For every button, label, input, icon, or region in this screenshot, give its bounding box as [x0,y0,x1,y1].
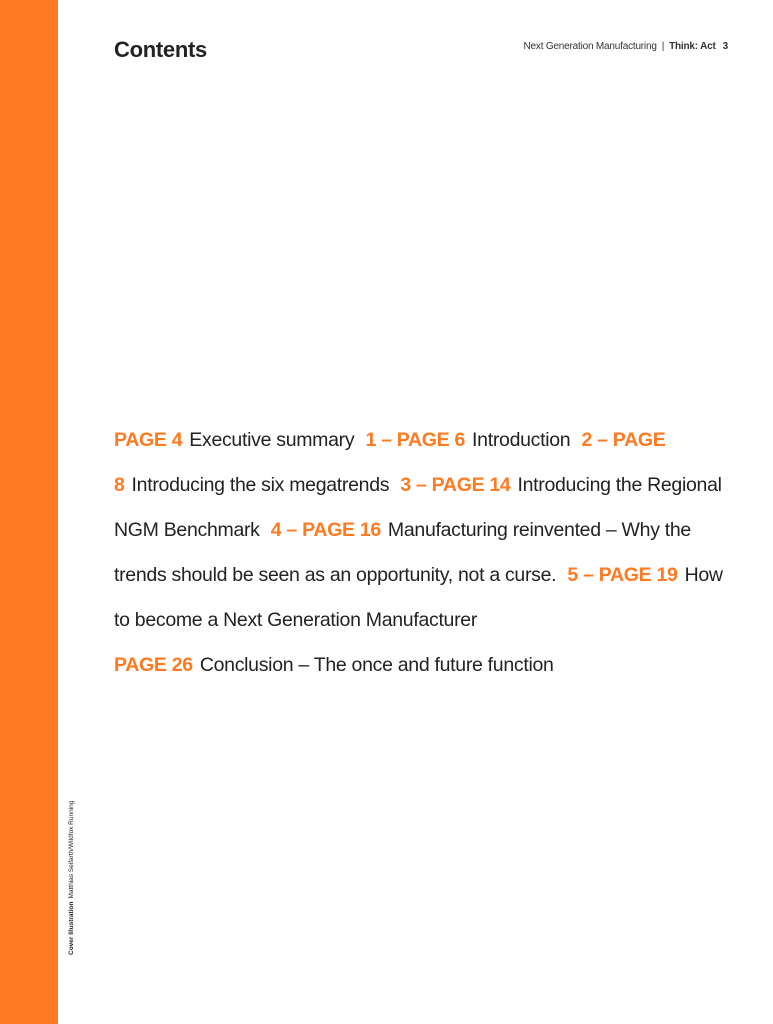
header-separator: | [661,41,665,52]
publication-title: Next Generation Manufacturing [523,41,657,52]
toc-entry[interactable] [114,654,560,676]
toc-page-ref[interactable]: 2 – PAGE 8 [114,429,666,496]
page-title: Contents [114,37,207,62]
toc-page-ref[interactable]: 3 – PAGE 14 [400,474,511,496]
toc-entry-title[interactable]: Executive summary [189,429,355,451]
toc-page-ref[interactable]: 4 – PAGE 16 [270,519,381,541]
page-number: 3 [722,41,728,52]
table-of-contents [114,418,724,688]
cover-illustration-credit [68,801,75,955]
toc-entry-title[interactable]: Introducing the Regional NGM Benchmark [114,474,722,541]
toc-entry[interactable] [365,429,576,451]
toc-entry-title[interactable]: Manufacturing reinvented – Why the trends should be seen as an opportunity, not a curse. [114,519,691,586]
toc-entry-title[interactable]: Introduction [472,429,571,451]
brand-name: Think: Act [669,41,716,52]
running-header [524,41,728,52]
toc-entry-title[interactable]: Introducing the six megatrends [131,474,390,496]
toc-page-ref[interactable]: 1 – PAGE 6 [365,429,466,451]
toc-entry-title[interactable]: How to become a Next Generation Manufacturer [114,564,723,631]
orange-sidebar-bar [0,0,58,1024]
toc-entry-title[interactable]: Conclusion – The once and future function [199,654,554,676]
toc-entry[interactable] [114,429,360,451]
toc-page-ref[interactable]: PAGE 4 [114,429,183,451]
credit-text: Matthias Seifarth/Wildfox Running [68,800,75,899]
toc-page-ref[interactable]: 5 – PAGE 19 [567,564,678,586]
credit-label: Cover Illustration [68,901,75,955]
toc-page-ref[interactable]: PAGE 26 [114,654,193,676]
